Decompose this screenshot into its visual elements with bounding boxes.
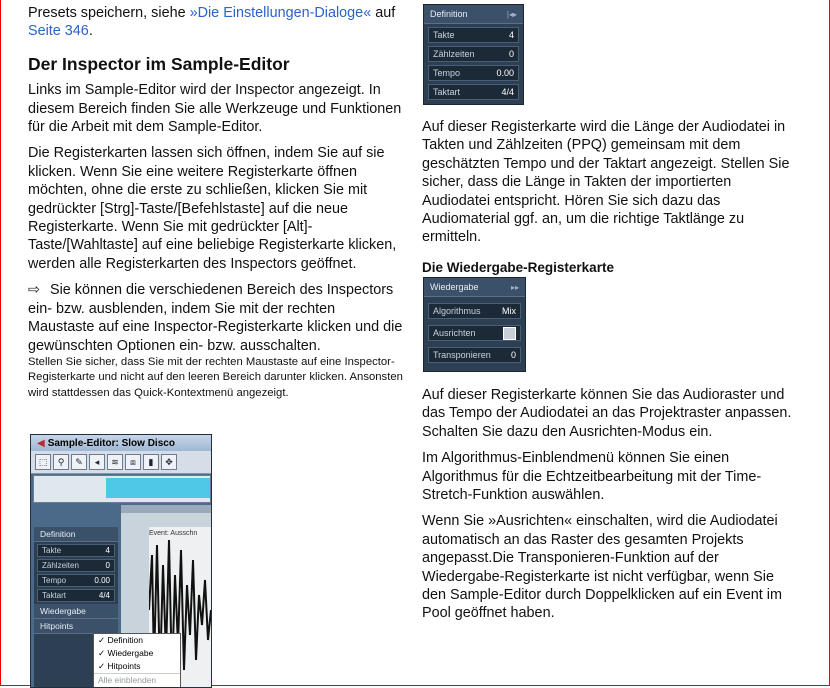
- label: Takte: [42, 546, 62, 555]
- window-title: [31, 435, 211, 451]
- context-menu: [93, 633, 181, 688]
- note-paragraph: Stellen Sie sicher, dass Sie mit der rechten Maustaste auf eine Inspector-Registerkarte und nicht auf den leeren Bereich darunter klicken. Ansonsten wird stattdessen das Quick-Kontextmenü angezeigt.: [28, 355, 403, 399]
- def-row-zaehlzeiten[interactable]: [428, 46, 519, 62]
- label: Tempo: [42, 576, 67, 585]
- insp-row-zaehlzeiten[interactable]: [37, 559, 115, 572]
- wiedergabe-tab[interactable]: [424, 278, 525, 297]
- intro-text: Presets speichern, siehe: [28, 5, 190, 21]
- right-column-top: [422, 118, 797, 289]
- menu-item-show-all[interactable]: Alle einblenden: [94, 673, 180, 687]
- link-einstellungen-dialoge[interactable]: »Die Einstellungen-Dialoge«: [189, 5, 372, 21]
- definition-title: Definition: [430, 9, 468, 19]
- event-label: Event: Ausschn: [149, 530, 198, 537]
- paragraph-2: Die Registerkarten lassen sich öffnen, indem Sie auf sie klicken. Wenn Sie eine weitere Registerkarte öffnen möchten, ohne die erste zu schließen, klicken Sie mit gedrückter [Strg]-Taste/[Befehlstaste] auf die neue Registerkarte. Wenn Sie mit gedrückter [Alt]-Taste/[Wahltaste] auf eine beliebige Registerkarte klicken, werden alle Registerkarten des Inspectors geöffnet.: [28, 145, 397, 272]
- right-paragraph-3: Im Algorithmus-Einblendmenü können Sie einen Algorithmus für die Echtzeitbearbeitung mit der Time-Stretch-Funktion auswählen.: [422, 450, 762, 504]
- right-column-bottom: [422, 386, 797, 631]
- row-transponieren[interactable]: [428, 347, 521, 363]
- tab-wiedergabe[interactable]: [34, 604, 118, 619]
- definition-panel: [423, 4, 524, 105]
- definition-tab[interactable]: [424, 5, 523, 24]
- scrub-tool-icon[interactable]: ≋: [107, 454, 123, 470]
- value: 4: [105, 546, 110, 555]
- value: Mix: [502, 306, 516, 316]
- overview-selection[interactable]: [106, 478, 210, 498]
- tab-wiedergabe-label: Wiedergabe: [40, 606, 86, 616]
- insp-row-taktart[interactable]: [37, 589, 115, 602]
- label: Taktart: [42, 591, 67, 600]
- label: Takte: [433, 30, 455, 40]
- move-icon[interactable]: ✥: [161, 454, 177, 470]
- paragraph-3: [28, 281, 403, 355]
- def-row-takte[interactable]: [428, 27, 519, 43]
- value: 0.00: [496, 68, 514, 78]
- label: Tempo: [433, 68, 461, 78]
- sample-editor-screenshot: [30, 434, 212, 688]
- menu-item-wiedergabe[interactable]: ✓ Wiedergabe: [98, 648, 154, 658]
- tab-hitpoints-label: Hitpoints: [40, 621, 74, 631]
- label: Taktart: [433, 87, 461, 97]
- left-column: [28, 4, 403, 409]
- row-ausrichten[interactable]: [428, 325, 521, 341]
- value: 0.00: [94, 576, 110, 585]
- menu-item-hitpoints[interactable]: ✓ Hitpoints: [98, 661, 141, 671]
- tab-definition[interactable]: [34, 527, 118, 542]
- range-icon[interactable]: ▮: [143, 454, 159, 470]
- snap-icon[interactable]: ⧈: [125, 454, 141, 470]
- select-tool-icon[interactable]: ⬚: [35, 454, 51, 470]
- heading-inspector: Der Inspector im Sample-Editor: [28, 53, 290, 74]
- right-paragraph-1: Auf dieser Registerkarte wird die Länge der Audiodatei in Takten und Zählzeiten (PPQ) gemeinsam mit dem geschätzten Tempo und der Taktart angezeigt. Stellen Sie sicher, dass die Länge in Takten der importierten Audiodatei entspricht. Hören Sie sich dazu das Audiomaterial ggf. an, um die richtige Taktlänge zu ermitteln.: [422, 119, 790, 246]
- intro-paragraph: [28, 4, 403, 41]
- draw-tool-icon[interactable]: ✎: [71, 454, 87, 470]
- value: 0: [510, 350, 516, 360]
- cubase-logo-icon: ◀: [37, 437, 45, 449]
- toolbar: [31, 451, 211, 474]
- right-paragraph-4: Wenn Sie »Ausrichten« einschalten, wird die Audiodatei automatisch an das Raster des gesamten Projekts angepasst.Die Transponieren-Funktion auf der Wiedergabe-Registerkarte ist nicht verfügbar, wenn Sie den Sample-Editor durch Doppelklicken auf ein Event im Pool geöffnet haben.: [422, 513, 782, 622]
- window-title-text: Sample-Editor: Slow Disco: [47, 437, 175, 449]
- speaker-tool-icon[interactable]: ◂: [89, 454, 105, 470]
- tab-hitpoints[interactable]: [34, 619, 118, 634]
- heading-wiedergabe: Die Wiedergabe-Registerkarte: [422, 259, 614, 275]
- value: 0: [508, 49, 514, 59]
- paragraph-1: Links im Sample-Editor wird der Inspector angezeigt. In diesem Bereich finden Sie alle Werkzeuge und Funktionen für die Arbeit mit dem Sample-Editor.: [28, 82, 402, 136]
- value: 4: [508, 30, 514, 40]
- value: 4/4: [501, 87, 514, 97]
- ausrichten-toggle-icon[interactable]: [503, 327, 516, 340]
- value: 0: [105, 561, 110, 570]
- menu-item-definition[interactable]: ✓ Definition: [98, 635, 143, 645]
- insp-row-tempo[interactable]: [37, 574, 115, 587]
- def-row-taktart[interactable]: [428, 84, 519, 100]
- row-algorithmus[interactable]: [428, 303, 521, 319]
- tab-definition-label: Definition: [40, 529, 76, 539]
- collapse-icon[interactable]: ▸▸: [510, 282, 519, 292]
- link-seite-346[interactable]: Seite 346: [28, 23, 89, 40]
- waveform-overview[interactable]: [33, 475, 211, 503]
- value: 4/4: [98, 591, 110, 600]
- label: Algorithmus: [433, 306, 481, 316]
- intro-mid: auf: [371, 5, 396, 21]
- paragraph-3-text: Sie können die verschiedenen Bereich des Inspectors ein- bzw. ausblenden, indem Sie mit der rechten Maustaste auf eine Inspector-Registerkarte klicken und die gewünschten Optionen ein- bzw. ausschalten.: [28, 282, 403, 354]
- wiedergabe-panel: [423, 277, 526, 372]
- label: Zählzeiten: [433, 49, 475, 59]
- intro-end: .: [88, 23, 93, 40]
- wiedergabe-title: Wiedergabe: [430, 282, 479, 292]
- insp-row-takte[interactable]: [37, 544, 115, 557]
- zoom-tool-icon[interactable]: ⚲: [53, 454, 69, 470]
- def-row-tempo[interactable]: [428, 65, 519, 81]
- ruler[interactable]: [121, 505, 211, 513]
- collapse-icon[interactable]: |◂▸: [506, 9, 517, 19]
- label: Ausrichten: [433, 328, 476, 338]
- label: Transponieren: [433, 350, 491, 360]
- label: Zählzeiten: [42, 561, 79, 570]
- right-paragraph-2: Auf dieser Registerkarte können Sie das Audioraster und das Tempo der Audiodatei an das Projektraster anpassen. Schalten Sie dazu den Ausrichten-Modus ein.: [422, 387, 792, 440]
- arrow-icon: ⇨: [28, 282, 41, 299]
